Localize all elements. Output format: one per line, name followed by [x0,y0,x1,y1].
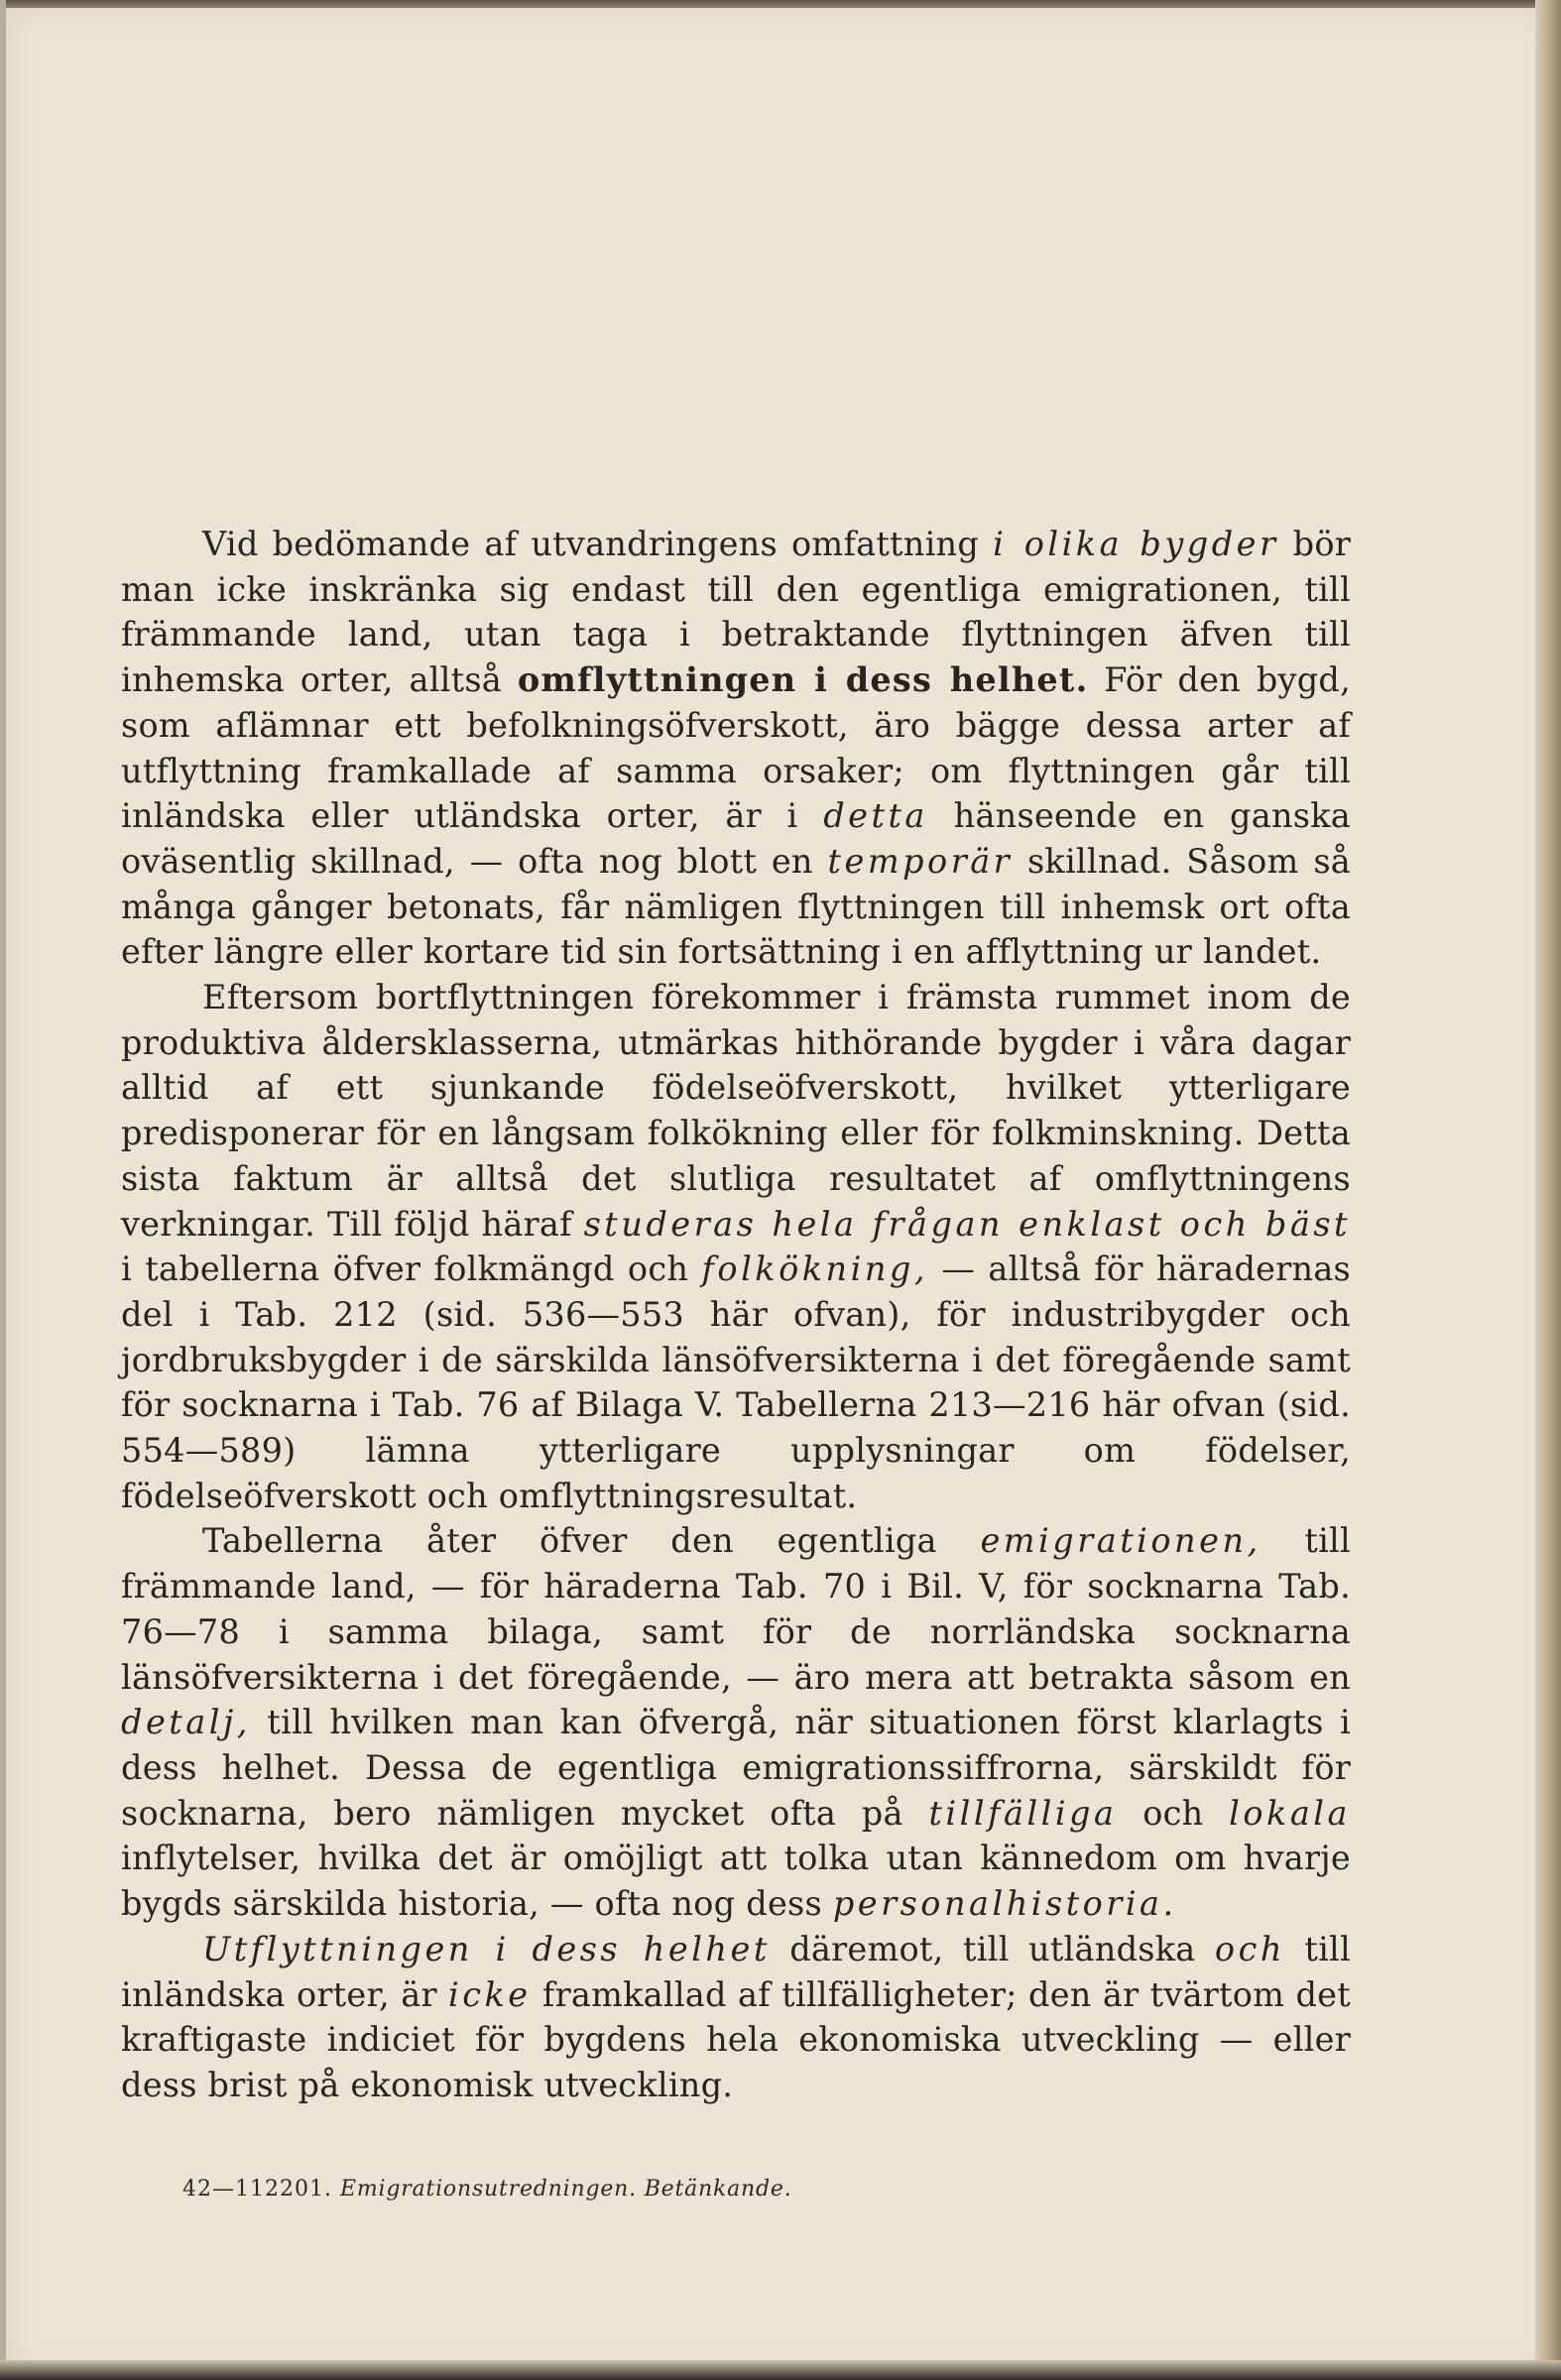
body-text [121,522,1351,2108]
page-top-edge [0,0,1561,8]
footer-title: Emigrationsutredningen. Betänkande. [339,2177,792,2202]
text-run: däremot, till utländska [770,1929,1215,1968]
text-run: För den bygd, som aflämnar ett befolkningsöfverskott, äro bägge dessa arter af utflyttning framkallade af samma orsaker; om flyttningen går till inländska eller utländska orter, är i [121,660,1351,836]
text-run: Vid bedömande af utvandringens omfattning [202,525,994,563]
paragraph [121,1927,1351,2108]
emphasis-italic: emigrationen, [980,1521,1261,1561]
paragraph [121,975,1351,1518]
emphasis-italic: Utflyttningen i dess helhet [202,1929,771,1968]
text-run: till inländska orter, är [121,1929,1351,2014]
text-run: till hvilken man kan öfvergå, när situationen först klarlagts i dess helhet. Dessa de egentliga emigrationssiffrorna, särskildt för socknarna, bero nämligen mycket ofta på [121,1703,1351,1833]
emphasis-italic: folkökning, [701,1250,929,1289]
text-run: bör man icke inskränka sig endast till den egentliga emigrationen, till främmande land, utan taga i betraktande flyttningen äfven till inhemska orter, alltså [121,525,1352,700]
text-run: skillnad. Såsom så många gånger betonats, får nämligen flyttningen till inhemsk ort ofta efter längre eller kortare tid sin fortsättning i en afflyttning ur landet. [121,841,1352,972]
text-run: inflytelser, hvilka det är omöjligt att tolka utan kännedom om hvarje bygds särskilda historia, — ofta nog dess [121,1839,1351,1924]
text-run: i tabellerna öfver folkmängd och [121,1250,702,1289]
paragraph [121,1518,1351,1926]
page-bottom-edge [0,2360,1561,2380]
emphasis-italic: lokala [1229,1793,1351,1833]
page-right-edge [1535,0,1561,2380]
paragraph [121,522,1351,975]
emphasis-italic: detta [823,796,928,836]
text-run: till främmande land, — för häraderna Tab. 70 i Bil. V, för socknarna Tab. 76—78 i samma bilaga, samt för de norrländska socknarna länsöfversikterna i det föregående, — äro mera att betrakta såsom en [121,1521,1351,1697]
emphasis-italic: studeras hela frågan enklast och bäst [583,1204,1351,1244]
text-run: Tabellerna åter öfver den egentliga [202,1521,981,1561]
page-left-edge [0,0,6,2380]
emphasis-italic: och [1214,1929,1285,1968]
emphasis-italic: icke [448,1974,532,2014]
emphasis-italic: tillfälliga [928,1793,1118,1833]
emphasis-italic: detalj, [121,1703,251,1742]
text-run: — alltså för häradernas del i Tab. 212 (sid. 536—553 här ofvan), för industribygder och jordbruksbygder i de särskilda länsöfversikterna i det föregående samt för socknarna i Tab. 76 af Bilaga V. Tabellerna 213—216 här ofvan (sid. 554—589) lämna ytterligare upplysningar om födelser, födelseöfverskott och omflyttningsresultat. [121,1250,1351,1515]
page-footer [182,2177,792,2202]
text-run: framkallad af tillfälligheter; den är tvärtom det kraftigaste indiciet för bygdens hela ekonomiska utveckling — eller dess brist på ekonomisk utveckling. [121,1974,1351,2104]
text-run: Eftersom bortflyttningen förekommer i främsta rummet inom de produktiva åldersklasserna, utmärkas hithörande bygder i våra dagar alltid af ett sjunkande födelseöfverskott, hvilket ytterligare predisponerar för en långsam folkökning eller för folkminskning. Detta sista faktum är alltså det slutliga resultatet af omflyttningens verkningar. Till följd häraf [121,978,1351,1244]
emphasis-italic: i olika bygder [993,525,1279,563]
emphasis-italic: temporär [827,841,1014,881]
footer-signature: 42—112201. [182,2177,332,2202]
text-run: och [1117,1793,1230,1833]
emphasis-bold: omflyttningen i dess helhet. [517,660,1089,700]
emphasis-italic: personalhistoria. [832,1884,1177,1924]
text-run: hänseende en ganska oväsentlig skillnad, — ofta nog blott en [121,796,1351,881]
